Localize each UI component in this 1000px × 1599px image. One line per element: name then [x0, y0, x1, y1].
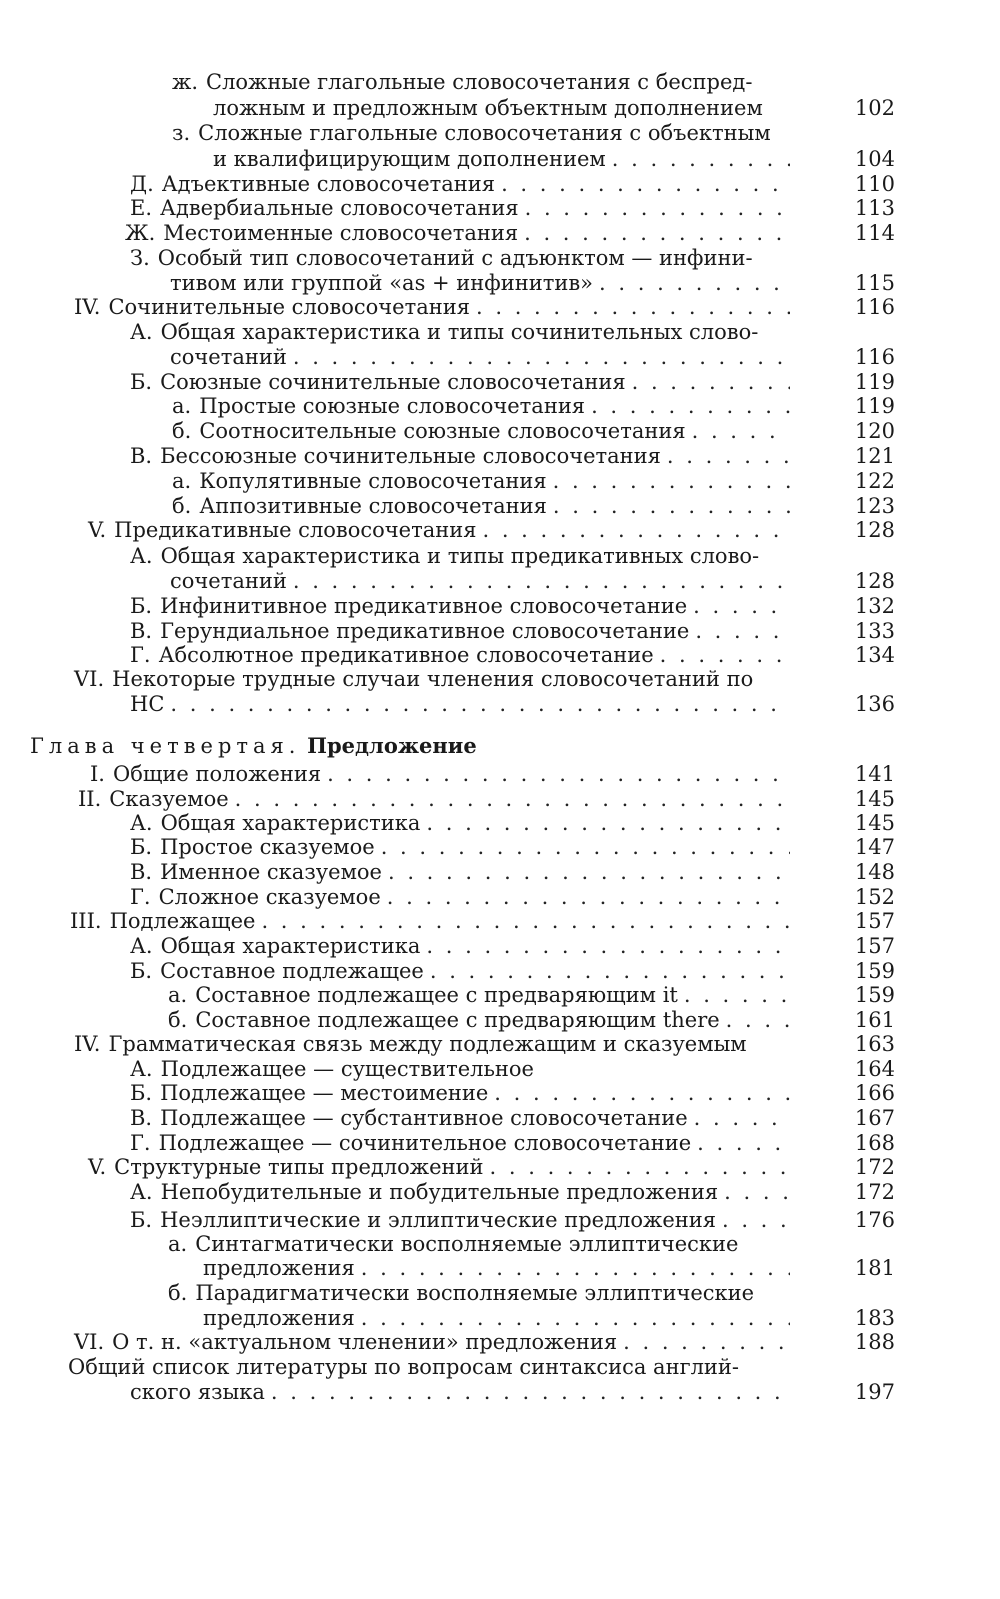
entry-text: Именное сказуемое: [160, 860, 382, 884]
leader-dots: [388, 860, 790, 884]
page-number: 183: [854, 1306, 895, 1330]
leader-dots: [426, 811, 790, 835]
page-number: 121: [854, 444, 895, 468]
toc-entry: [172, 494, 790, 518]
leader-dots: [726, 1008, 790, 1032]
page-number: 176: [854, 1208, 895, 1232]
entry-text: НС: [130, 692, 165, 716]
leader-dots: [235, 787, 790, 811]
page-number: 141: [854, 762, 895, 786]
toc-entry: [130, 643, 790, 667]
entry-number: ж.: [172, 70, 198, 94]
entry-number: б.: [172, 419, 192, 443]
toc-entry: [90, 762, 790, 786]
entry-number: III.: [70, 909, 102, 933]
entry-text: ского языка: [130, 1380, 265, 1404]
toc-entry: [130, 370, 790, 394]
page-number: 114: [854, 221, 895, 245]
leader-dots: [361, 1256, 790, 1280]
page-number: 148: [854, 860, 895, 884]
entry-number: Ж.: [125, 221, 156, 245]
entry-number: Б.: [130, 594, 153, 618]
page-number: 172: [854, 1155, 895, 1179]
page-number: 133: [854, 619, 895, 643]
toc-entry: [172, 419, 790, 443]
entry-number: а.: [168, 1232, 188, 1256]
page-number: 120: [854, 419, 895, 443]
entry-number: А.: [130, 934, 153, 958]
entry-number: В.: [130, 619, 153, 643]
toc-entry: [74, 1032, 790, 1056]
entry-text: ложным и предложным объектным дополнением: [213, 96, 763, 120]
page-number: 157: [854, 934, 895, 958]
page-number: 104: [854, 147, 895, 171]
page-number: 157: [854, 909, 895, 933]
leader-dots: [692, 419, 790, 443]
leader-dots: [381, 835, 790, 859]
entry-number: А.: [130, 811, 153, 835]
toc-entry: [172, 469, 790, 493]
entry-number: А.: [130, 320, 153, 344]
leader-dots: [170, 692, 790, 716]
entry-text: Некоторые трудные случаи членения словосочетаний по: [112, 667, 754, 691]
page-number: 197: [854, 1380, 895, 1404]
leader-dots: [430, 959, 790, 983]
entry-text: Адвербиальные словосочетания: [160, 196, 519, 220]
entry-text: Структурные типы предложений: [114, 1155, 484, 1179]
page-number: 134: [854, 643, 895, 667]
entry-number: Е.: [130, 196, 153, 220]
leader-dots: [501, 172, 790, 196]
chapter-heading: [30, 734, 477, 758]
page-number: 128: [854, 518, 895, 542]
toc-entry: [130, 444, 790, 468]
entry-text: Сказуемое: [109, 787, 229, 811]
entry-text: Сочинительные словосочетания: [108, 295, 470, 319]
page-number: 122: [854, 469, 895, 493]
entry-number: Г.: [130, 1131, 151, 1155]
entry-number: Б.: [130, 959, 153, 983]
leader-dots: [612, 147, 790, 171]
leader-dots: [694, 1106, 790, 1130]
entry-text: Адъективные словосочетания: [161, 172, 496, 196]
entry-text: и квалифицирующим дополнением: [213, 147, 606, 171]
chapter-prefix: Глава четвертая.: [30, 734, 301, 758]
leader-dots: [426, 934, 790, 958]
leader-dots: [525, 196, 790, 220]
entry-text: Общая характеристика: [160, 934, 421, 958]
page-number: 152: [854, 885, 895, 909]
page-number: 181: [854, 1256, 895, 1280]
toc-entry: [70, 909, 790, 933]
entry-text: Подлежащее — сочинительное словосочетание: [158, 1131, 692, 1155]
page-number: 159: [854, 983, 895, 1007]
entry-number: а.: [172, 469, 192, 493]
leader-dots: [623, 1330, 790, 1354]
leader-dots: [632, 370, 790, 394]
leader-dots: [293, 345, 790, 369]
entry-text: сочетаний: [170, 345, 287, 369]
toc-entry: [74, 295, 790, 319]
entry-text: Общая характеристика и типы предикативных слово-: [160, 544, 760, 568]
entry-text: Общая характеристика: [160, 811, 421, 835]
entry-text: Бессоюзные сочинительные словосочетания: [160, 444, 661, 468]
leader-dots: [695, 619, 790, 643]
leader-dots: [361, 1306, 790, 1330]
page-number: 147: [854, 835, 895, 859]
chapter-title: Предложение: [307, 733, 477, 758]
toc-entry: [130, 959, 790, 983]
entry-text: Простые союзные словосочетания: [199, 394, 586, 418]
leader-dots: [490, 1155, 790, 1179]
toc-entry: [130, 1180, 790, 1204]
leader-dots: [327, 762, 790, 786]
page-number: 119: [854, 370, 895, 394]
toc-entry: [168, 983, 790, 1007]
entry-number: V.: [88, 518, 107, 542]
toc-entry: [130, 1131, 790, 1155]
entry-number: V.: [88, 1155, 107, 1179]
page-number: 188: [854, 1330, 895, 1354]
toc-entry: [130, 885, 790, 909]
entry-text: Непобудительные и побудительные предложения: [160, 1180, 719, 1204]
toc-entry: [130, 172, 790, 196]
toc-entry: [78, 787, 790, 811]
page-number: 172: [854, 1180, 895, 1204]
entry-text: предложения: [203, 1256, 355, 1280]
leader-dots: [591, 394, 790, 418]
entry-number: В.: [130, 1106, 153, 1130]
entry-number: II.: [78, 787, 102, 811]
page-number: 168: [854, 1131, 895, 1155]
entry-text: Составное подлежащее с предваряющим it: [195, 983, 678, 1007]
toc-entry: [88, 1155, 790, 1179]
page-number: 116: [854, 295, 895, 319]
leader-dots: [476, 295, 790, 319]
toc-entry: [130, 860, 790, 884]
entry-number: VI.: [74, 667, 105, 691]
leader-dots: [697, 1131, 790, 1155]
leader-dots: [482, 518, 790, 542]
page-number: 102: [854, 96, 895, 120]
entry-number: з.: [172, 121, 191, 145]
entry-text: Неэллиптические и эллиптические предложения: [160, 1208, 716, 1232]
page-number: 159: [854, 959, 895, 983]
page-number: 167: [854, 1106, 895, 1130]
leader-dots: [524, 221, 790, 245]
entry-text: Герундиальное предикативное словосочетание: [160, 619, 690, 643]
entry-number: Г.: [130, 643, 151, 667]
leader-dots: [667, 444, 790, 468]
page-number: 128: [854, 569, 895, 593]
page-number: 119: [854, 394, 895, 418]
entry-text: Составное подлежащее с предваряющим there: [195, 1008, 720, 1032]
leader-dots: [271, 1380, 790, 1404]
entry-text: Общий список литературы по вопросам синтаксиса англий-: [68, 1355, 739, 1379]
entry-text: О т. н. «актуальном членении» предложения: [112, 1330, 618, 1354]
page-number: 132: [854, 594, 895, 618]
page-number: 145: [854, 787, 895, 811]
entry-number: Б.: [130, 370, 153, 394]
leader-dots: [261, 909, 790, 933]
leader-dots: [660, 643, 790, 667]
entry-text: Общая характеристика и типы сочинительных слово-: [160, 320, 759, 344]
page-number: 136: [854, 692, 895, 716]
entry-number: В.: [130, 444, 153, 468]
entry-text: тивом или группой «as + инфинитив»: [170, 271, 594, 295]
entry-number: З.: [130, 246, 150, 270]
leader-dots: [599, 271, 790, 295]
entry-text: Копулятивные словосочетания: [199, 469, 547, 493]
leader-dots: [693, 594, 790, 618]
entry-text: Особый тип словосочетаний с адъюнктом — инфини-: [157, 246, 753, 270]
toc-entry: [168, 1008, 790, 1032]
entry-number: Б.: [130, 835, 153, 859]
entry-number: Б.: [130, 1081, 153, 1105]
entry-text: Инфинитивное предикативное словосочетание: [160, 594, 688, 618]
entry-number: а.: [168, 983, 188, 1007]
entry-text: Предикативные словосочетания: [114, 518, 477, 542]
leader-dots: [293, 569, 790, 593]
entry-text: Сложные глагольные словосочетания с объектным: [198, 121, 771, 145]
entry-text: Грамматическая связь между подлежащим и сказуемым: [108, 1032, 747, 1056]
entry-text: Подлежащее — субстантивное словосочетание: [160, 1106, 688, 1130]
leader-dots: [553, 494, 790, 518]
page-number: 116: [854, 345, 895, 369]
entry-text: Общие положения: [112, 762, 322, 786]
entry-text: Подлежащее — существительное: [160, 1057, 534, 1081]
leader-dots: [684, 983, 790, 1007]
toc-entry: [130, 835, 790, 859]
toc-entry: [88, 518, 790, 542]
leader-dots: [387, 885, 790, 909]
leader-dots: [724, 1180, 790, 1204]
entry-text: предложения: [203, 1306, 355, 1330]
entry-text: Местоименные словосочетания: [163, 221, 519, 245]
toc-entry: [130, 1106, 790, 1130]
page-number: 164: [854, 1057, 895, 1081]
toc-entry: [172, 394, 790, 418]
entry-number: б.: [172, 494, 192, 518]
entry-text: Аппозитивные словосочетания: [199, 494, 547, 518]
page-number: 110: [854, 172, 895, 196]
entry-number: IV.: [74, 295, 101, 319]
toc-entry: [130, 811, 790, 835]
entry-text: Парадигматически восполняемые эллиптические: [195, 1281, 755, 1305]
toc-entry: [74, 1330, 790, 1354]
page-number: 161: [854, 1008, 895, 1032]
entry-number: а.: [172, 394, 192, 418]
entry-number: Г.: [130, 885, 151, 909]
page-number: 123: [854, 494, 895, 518]
toc-entry: [130, 934, 790, 958]
entry-text: Соотносительные союзные словосочетания: [199, 419, 686, 443]
leader-dots: [553, 469, 790, 493]
entry-number: А.: [130, 544, 153, 568]
toc-entry: [130, 619, 790, 643]
entry-number: VI.: [74, 1330, 105, 1354]
toc-entry: [130, 1081, 790, 1105]
toc-entry: [125, 221, 790, 245]
entry-number: Б.: [130, 1208, 153, 1232]
toc-entry: [130, 1208, 790, 1232]
page-number: 166: [854, 1081, 895, 1105]
entry-number: б.: [168, 1281, 188, 1305]
toc-entry: [130, 594, 790, 618]
entry-number: Д.: [130, 172, 154, 196]
entry-text: Абсолютное предикативное словосочетание: [158, 643, 654, 667]
entry-text: Подлежащее — местоимение: [160, 1081, 489, 1105]
toc-entry: [130, 1057, 790, 1081]
entry-text: Подлежащее: [109, 909, 256, 933]
entry-number: А.: [130, 1057, 153, 1081]
toc-entry: [130, 196, 790, 220]
page-number: 145: [854, 811, 895, 835]
entry-text: Союзные сочинительные словосочетания: [160, 370, 626, 394]
entry-text: сочетаний: [170, 569, 287, 593]
leader-dots: [722, 1208, 790, 1232]
page-number: 115: [854, 271, 895, 295]
entry-number: А.: [130, 1180, 153, 1204]
page-number: 163: [854, 1032, 895, 1056]
leader-dots: [494, 1081, 790, 1105]
entry-text: Сложные глагольные словосочетания с беспред-: [206, 70, 753, 94]
entry-text: Синтагматически восполняемые эллиптические: [195, 1232, 739, 1256]
entry-text: Сложное сказуемое: [158, 885, 381, 909]
entry-text: Составное подлежащее: [160, 959, 424, 983]
entry-number: б.: [168, 1008, 188, 1032]
entry-number: IV.: [74, 1032, 101, 1056]
entry-number: I.: [90, 762, 105, 786]
page-number: 113: [854, 196, 895, 220]
entry-number: В.: [130, 860, 153, 884]
entry-text: Простое сказуемое: [160, 835, 375, 859]
